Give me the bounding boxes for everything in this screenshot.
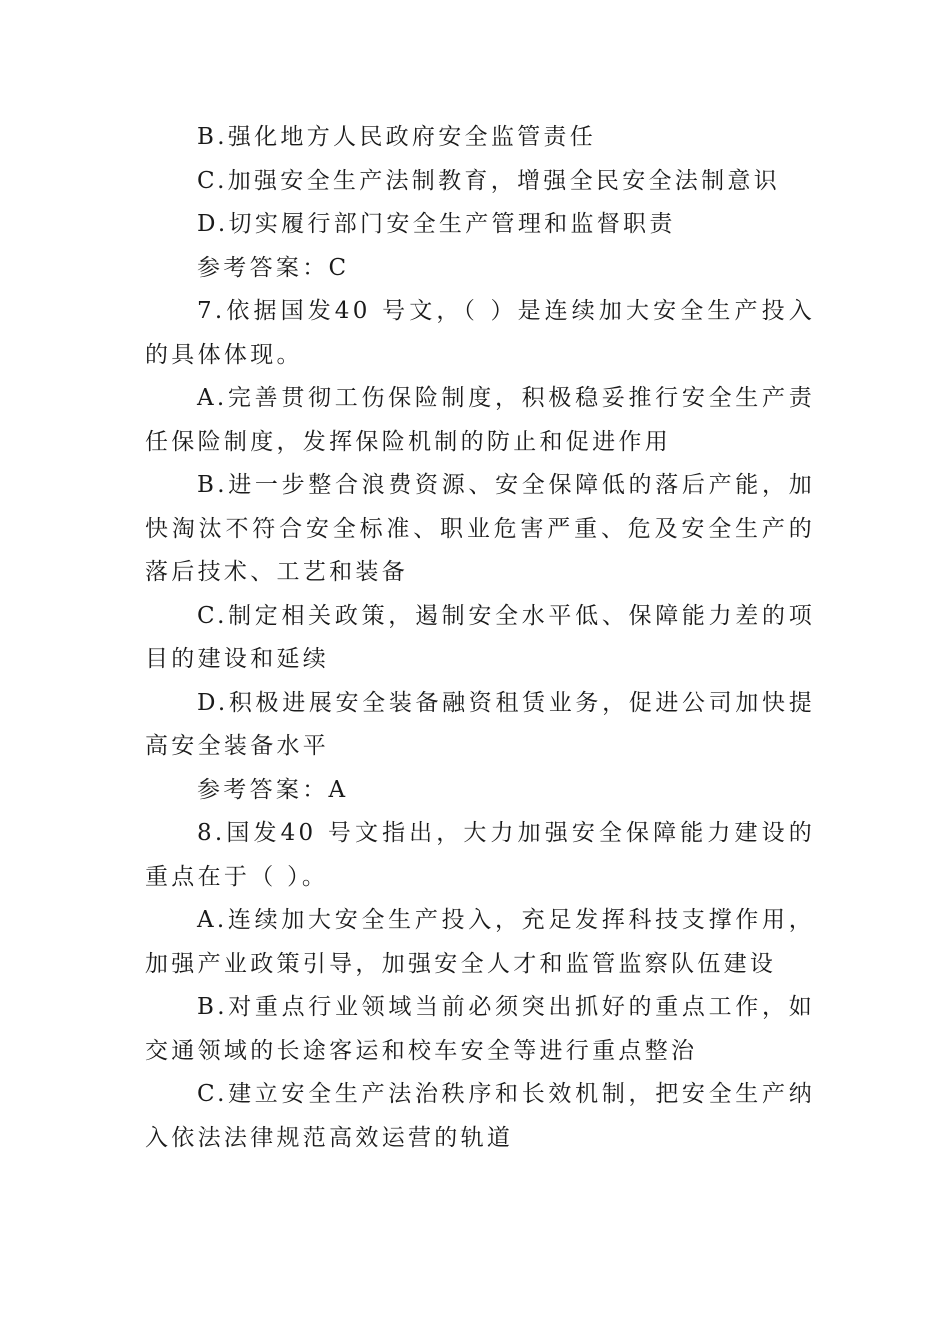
option-d-line: D.切实履行部门安全生产管理和监督职责 [197,211,676,237]
option-b-line: B.强化地方人民政府安全监管责任 [197,124,597,150]
question-8-option-c: C.建立安全生产法治秩序和长效机制，把安全生产纳入依法法律规范高效运营的轨道 [145,1081,815,1151]
question-7-option-b: B.进一步整合浪费资源、安全保障低的落后产能，加快淘汰不符合安全标准、职业危害严重、危及安全生产的落后技术、工艺和装备 [145,472,815,585]
document-body [145,116,815,1160]
question-8-option-b: B.对重点行业领域当前必须突出抓好的重点工作，如交通领域的长途客运和校车安全等进行重点整治 [145,994,815,1064]
question-8-option-a: A.连续加大安全生产投入，充足发挥科技支撑作用，加强产业政策引导，加强安全人才和监管监察队伍建设 [145,907,815,977]
answer-line: 参考答案：C [197,254,350,281]
option-c-line: C.加强安全生产法制教育，增强全民安全法制意识 [197,167,780,194]
question-8: 8.国发40 号文指出，大力加强安全保障能力建设的重点在于（ ）。 [145,820,815,890]
question-7-option-d: D.积极进展安全装备融资租赁业务，促进公司加快提高安全装备水平 [145,689,815,759]
question-7-option-a: A.完善贯彻工伤保险制度，积极稳妥推行安全生产责任保险制度，发挥保险机制的防止和促进作用 [145,385,815,455]
question-7-answer: 参考答案：A [197,776,349,803]
question-7-option-c: C.制定相关政策，遏制安全水平低、保障能力差的项目的建设和延续 [145,602,815,672]
question-7: 7.依据国发40 号文，（ ）是连续加大安全生产投入的具体体现。 [145,298,815,368]
